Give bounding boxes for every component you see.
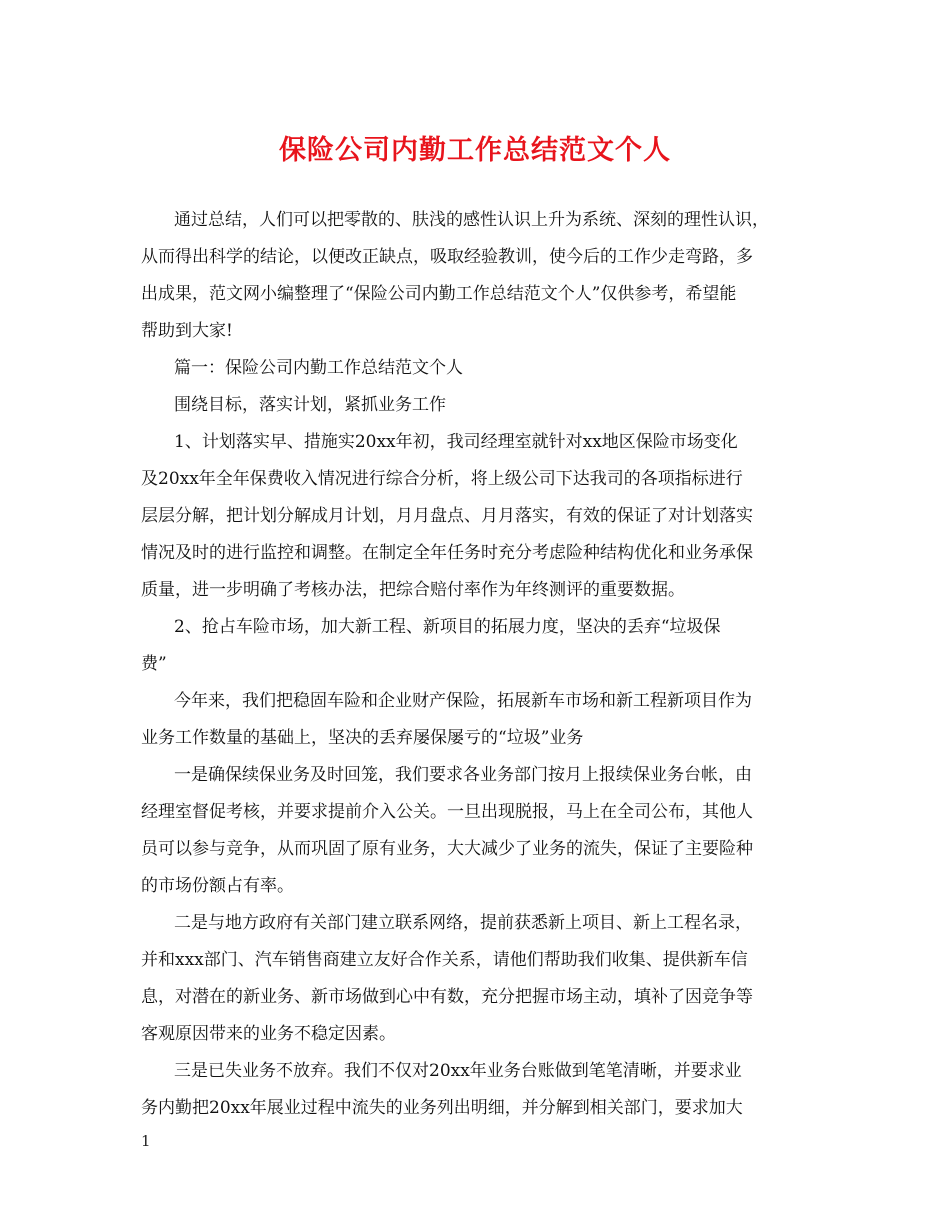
paragraph-line: 今年来，我们把稳固车险和企业财产保险，拓展新车市场和新工程新项目作为	[174, 691, 752, 711]
paragraph-line: 费”	[141, 654, 167, 674]
paragraph-line: 出成果，范文网小编整理了“保险公司内勤工作总结范文个人”仅供参考，希望能	[141, 284, 737, 304]
paragraph-line: 员可以参与竞争，从而巩固了原有业务，大大减少了业务的流失，保证了主要险种	[141, 839, 753, 859]
paragraph-line: 务内勤把20xx年展业过程中流失的业务列出明细，并分解到相关部门，要求加大	[141, 1098, 743, 1118]
paragraph-line: 息，对潜在的新业务、新市场做到心中有数，充分把握市场主动，填补了因竞争等	[141, 987, 753, 1007]
paragraph-line: 质量，进一步明确了考核办法，把综合赔付率作为年终测评的重要数据。	[141, 580, 685, 600]
paragraph-line: 层层分解，把计划分解成月计划，月月盘点、月月落实，有效的保证了对计划落实	[141, 506, 753, 526]
paragraph-line: 经理室督促考核，并要求提前介入公关。一旦出现脱报，马上在全司公布，其他人	[141, 802, 753, 822]
paragraph-line: 围绕目标，落实计划，紧抓业务工作	[174, 395, 446, 415]
document-title: 保险公司内勤工作总结范文个人	[279, 135, 671, 166]
paragraph-line: 情况及时的进行监控和调整。在制定全年任务时充分考虑险种结构优化和业务承保	[141, 543, 753, 563]
paragraph-line: 客观原因带来的业务不稳定因素。	[141, 1024, 396, 1044]
paragraph-line: 三是已失业务不放弃。我们不仅对20xx年业务台账做到笔笔清晰，并要求业	[174, 1061, 742, 1081]
paragraph-line: 业务工作数量的基础上，坚决的丢弃屡保屡亏的“垃圾”业务	[141, 728, 584, 748]
paragraph-line: 篇一：保险公司内勤工作总结范文个人	[174, 358, 463, 378]
paragraph-line: 二是与地方政府有关部门建立联系网络，提前获悉新上项目、新上工程名录，	[174, 913, 752, 933]
paragraph-line: 通过总结，人们可以把零散的、肤浅的感性认识上升为系统、深刻的理性认识，	[174, 210, 769, 230]
document-body	[141, 202, 809, 1127]
paragraph-line: 帮助到大家!	[141, 321, 233, 341]
page-number: 1	[141, 1132, 151, 1150]
paragraph-line: 的市场份额占有率。	[141, 876, 294, 896]
paragraph-line: 2、抢占车险市场，加大新工程、新项目的拓展力度，坚决的丢弃“垃圾保	[174, 617, 721, 637]
paragraph-line: 并和xxx部门、汽车销售商建立友好合作关系，请他们帮助我们收集、提供新车信	[141, 950, 748, 970]
paragraph-line: 一是确保续保业务及时回笼，我们要求各业务部门按月上报续保业务台帐，由	[174, 765, 752, 785]
paragraph-line: 1、计划落实早、措施实20xx年初，我司经理室就针对xx地区保险市场变化	[174, 432, 738, 452]
paragraph-line: 及20xx年全年保费收入情况进行综合分析，将上级公司下达我司的各项指标进行	[141, 469, 743, 489]
paragraph-line: 从而得出科学的结论，以便改正缺点，吸取经验教训，使今后的工作少走弯路，多	[141, 247, 753, 267]
